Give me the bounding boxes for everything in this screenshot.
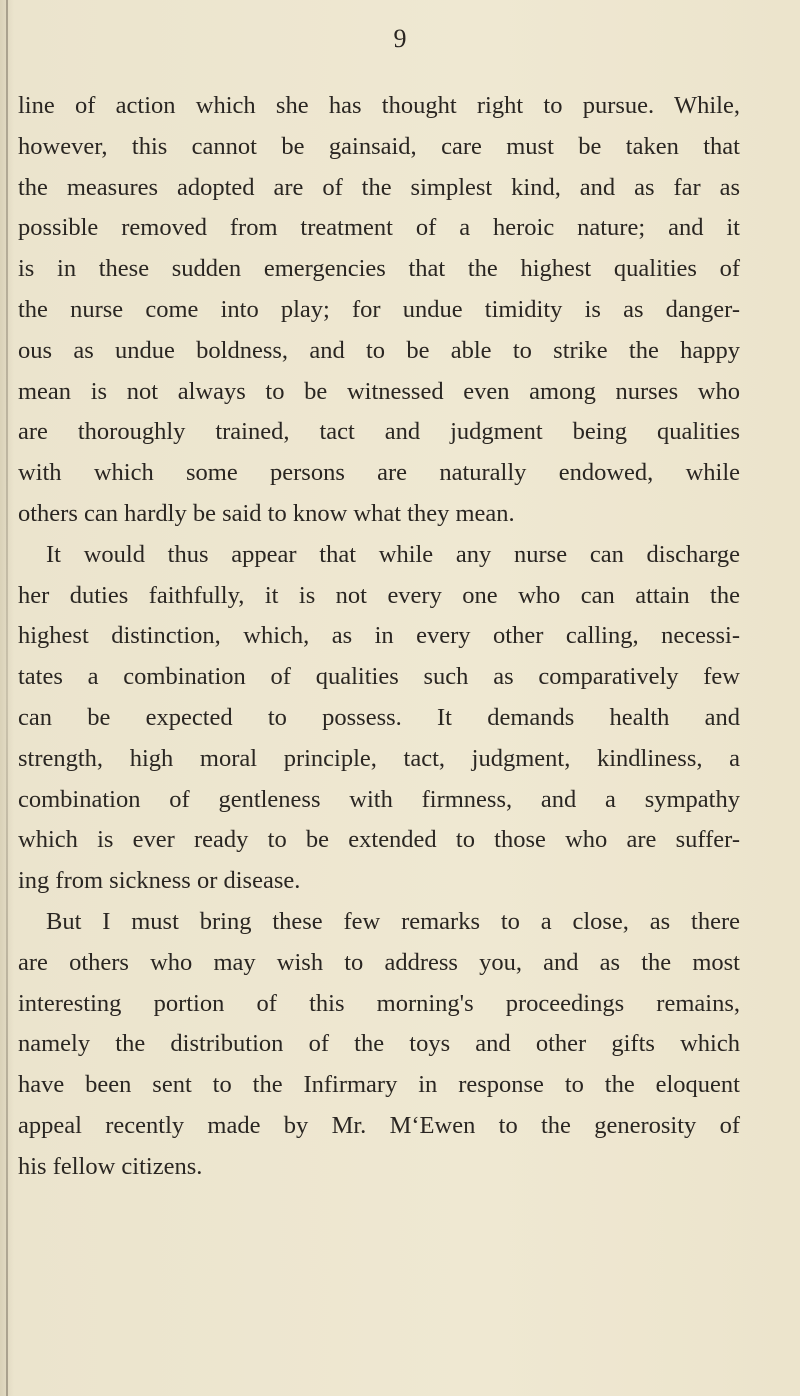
text-line: combination of gentleness with firmness, and a sympathy xyxy=(18,785,740,813)
text-line: have been sent to the Infirmary in response to the eloquent xyxy=(18,1071,740,1099)
text-line: the measures adopted are of the simplest kind, and as far as xyxy=(18,173,740,201)
text-line: is in these sudden emergencies that the highest qualities of xyxy=(18,255,740,283)
text-line: strength, high moral principle, tact, judgment, kindliness, a xyxy=(18,744,740,772)
text-line: can be expected to possess. It demands health and xyxy=(18,703,740,731)
text-line: But I must bring these few remarks to a close, as there xyxy=(46,907,740,935)
text-line: possible removed from treatment of a heroic nature; and it xyxy=(18,214,740,242)
text-line: which is ever ready to be extended to those who are suffer- xyxy=(18,826,740,854)
text-line: mean is not always to be witnessed even among nurses who xyxy=(18,377,740,405)
text-line: are others who may wish to address you, and as the most xyxy=(18,948,740,976)
text-line: highest distinction, which, as in every other calling, necessi- xyxy=(18,622,740,650)
text-line: are thoroughly trained, tact and judgment being qualities xyxy=(18,418,740,446)
text-line: It would thus appear that while any nurse can discharge xyxy=(46,540,740,568)
text-line: ous as undue boldness, and to be able to strike the happy xyxy=(18,336,740,364)
text-line: the nurse come into play; for undue timidity is as danger- xyxy=(18,295,740,323)
text-line: others can hardly be said to know what they mean. xyxy=(18,499,515,527)
text-line: namely the distribution of the toys and other gifts which xyxy=(18,1030,740,1058)
text-line: appeal recently made by Mr. M‘Ewen to the generosity of xyxy=(18,1111,740,1139)
text-line: however, this cannot be gainsaid, care must be taken that xyxy=(18,132,740,160)
text-line: interesting portion of this morning's proceedings remains, xyxy=(18,989,740,1017)
text-line: line of action which she has thought right to pursue. While, xyxy=(18,92,740,119)
page-number: 9 xyxy=(393,24,407,53)
text-line: his fellow citizens. xyxy=(18,1152,203,1180)
text-line: tates a combination of qualities such as comparatively few xyxy=(18,663,740,691)
text-line: her duties faithfully, it is not every one who can attain the xyxy=(18,581,740,609)
binding-gutter xyxy=(6,0,8,1396)
body-text xyxy=(18,86,740,1188)
text-line: with which some persons are naturally endowed, while xyxy=(18,459,740,487)
text-line: ing from sickness or disease. xyxy=(18,867,301,895)
